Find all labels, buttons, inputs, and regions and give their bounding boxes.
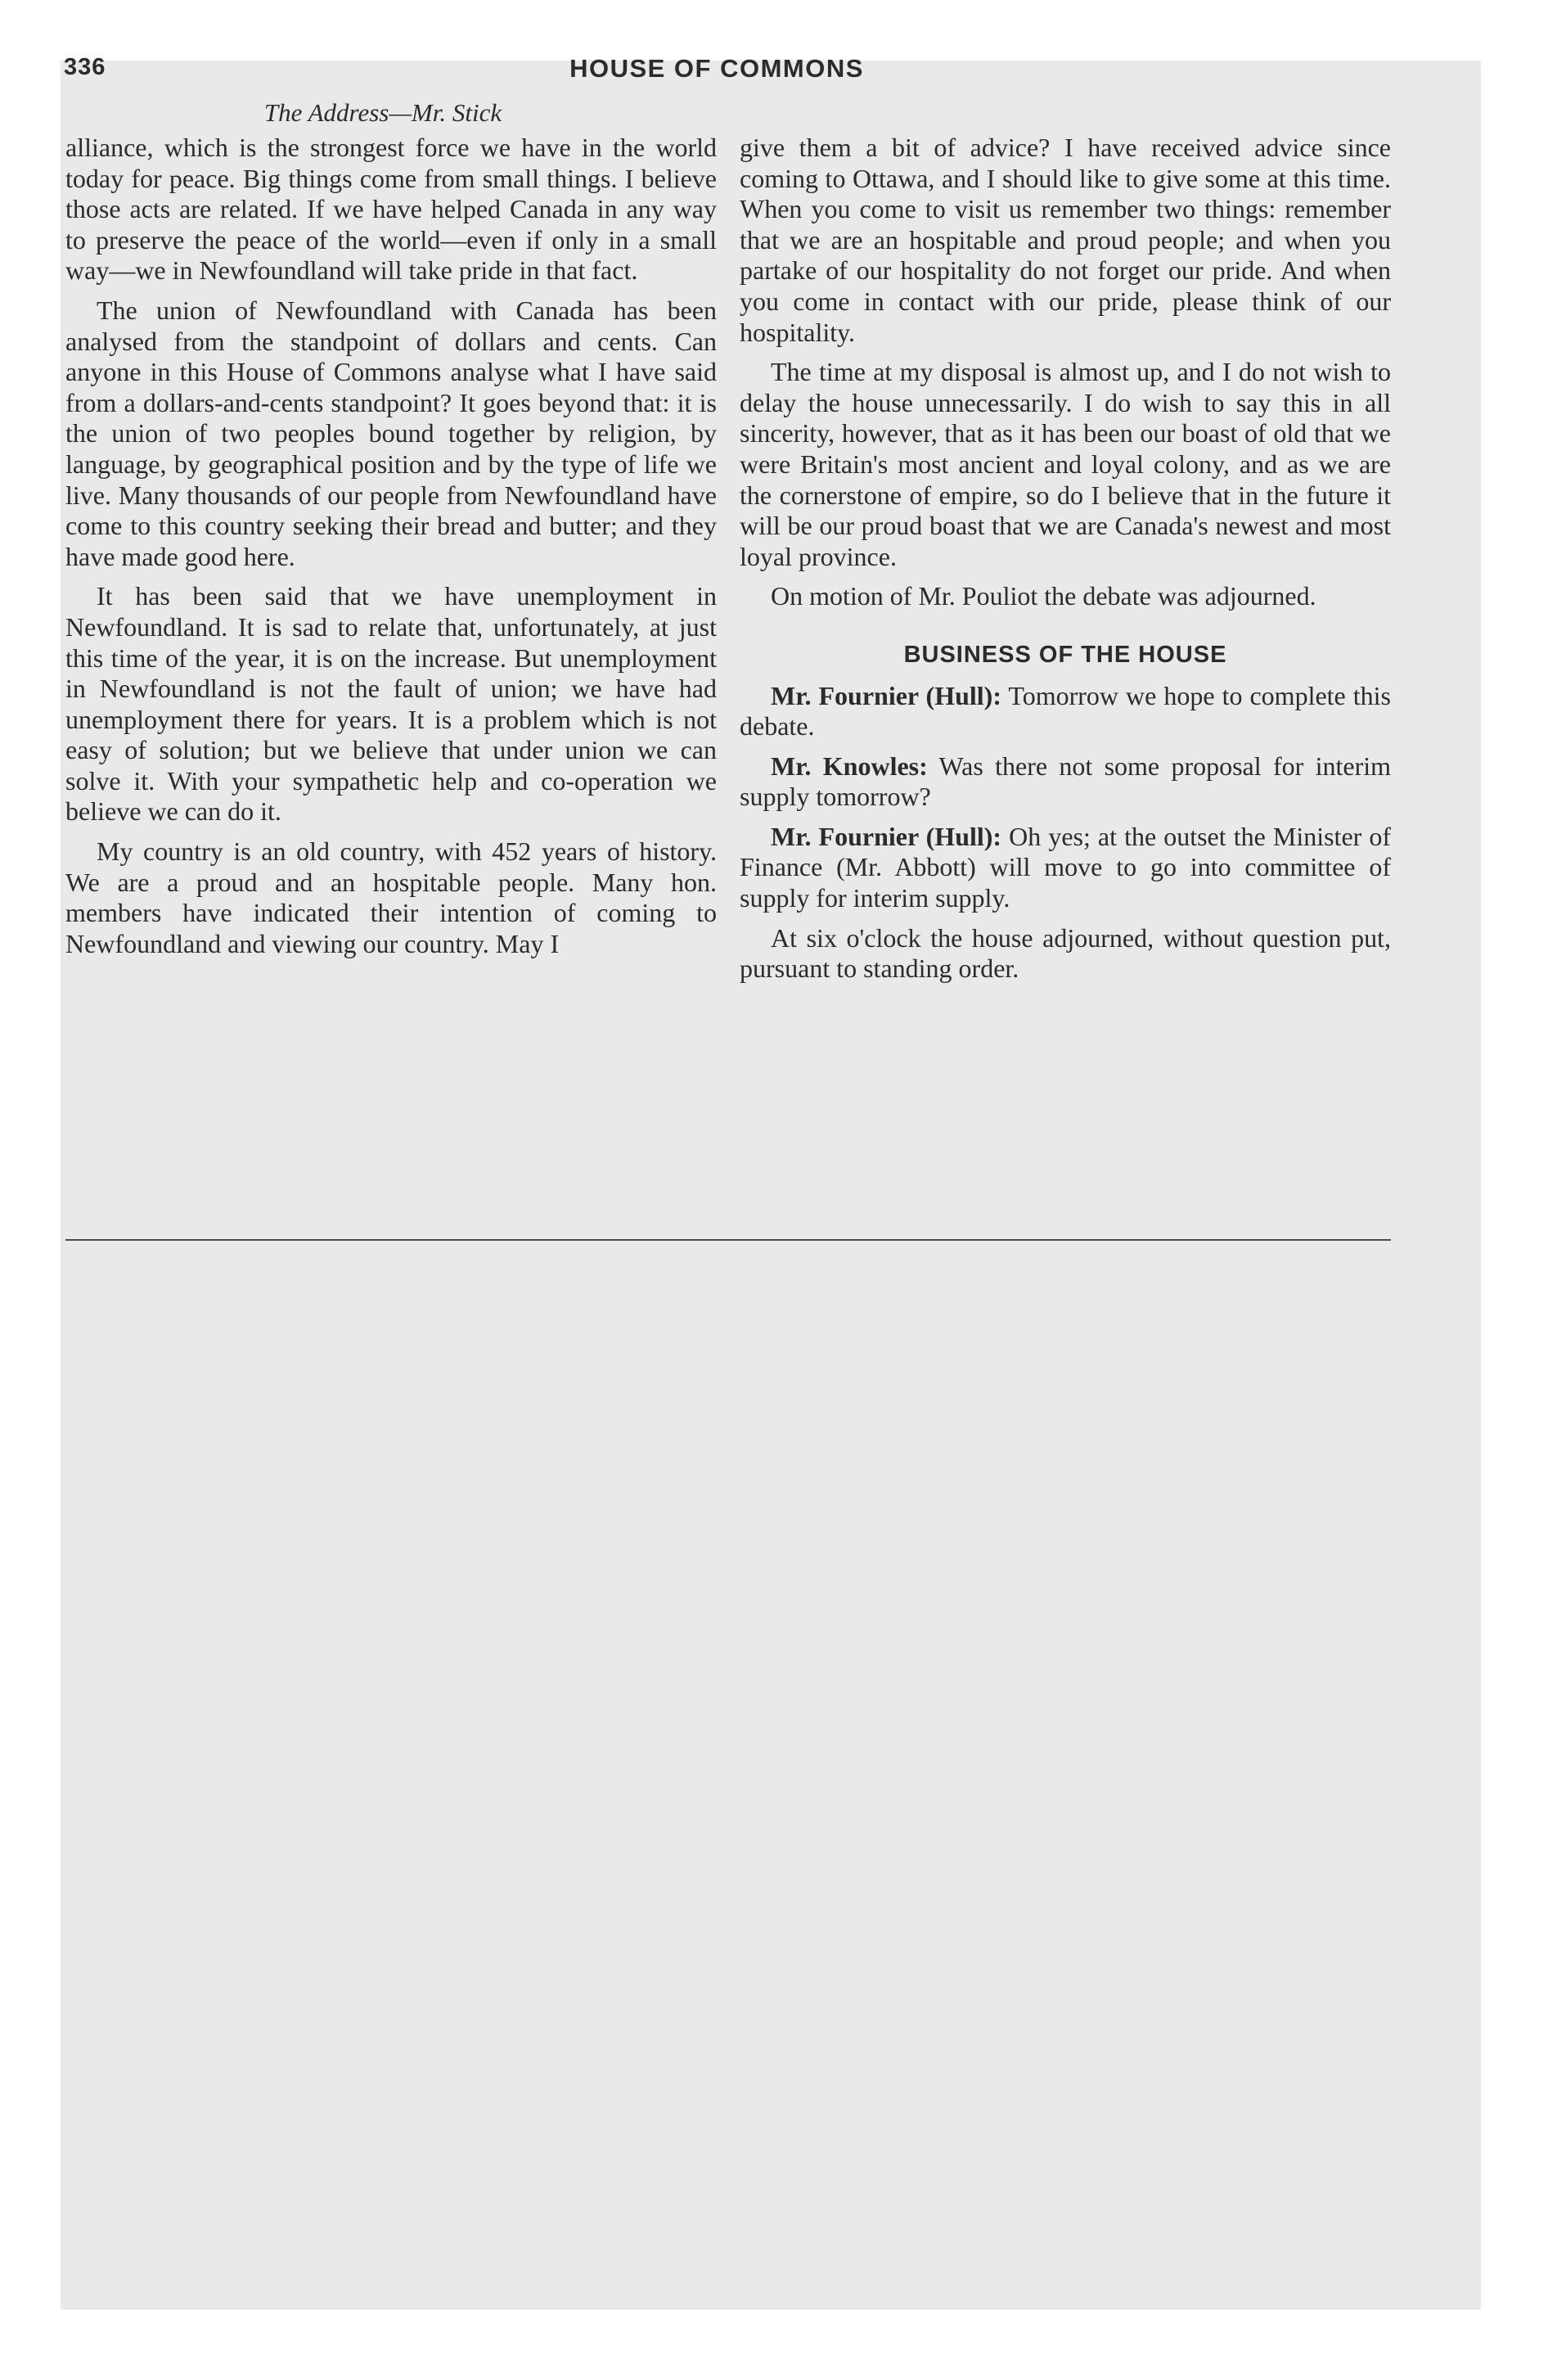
business-entry bbox=[740, 751, 1391, 813]
speaker-name: Mr. Fournier (Hull): bbox=[771, 821, 1002, 851]
section-heading: BUSINESS OF THE HOUSE bbox=[903, 641, 1227, 668]
speech-text: Was there not some proposal for interim supply tomorrow? bbox=[740, 751, 1392, 812]
right-column bbox=[740, 133, 1391, 994]
business-entry bbox=[740, 681, 1391, 742]
paragraph: On motion of Mr. Pouliot the debate was adjourned. bbox=[771, 581, 1316, 611]
speech-text: Tomorrow we hope to complete this debate. bbox=[740, 680, 1391, 741]
speech-text: Oh yes; at the outset the Minister of Finance (Mr. Abbott) will move to go into committee of supply for interim supply. bbox=[740, 821, 1392, 913]
paragraph: The union of Newfoundland with Canada has been analysed from the standpoint of dollars and cents. Can anyone in this House of Commons analyse what I have said from a dollars-and-cents standpoint? It goes beyond that: it is the union of two peoples bound together by religion, by language, by geographical position and by the type of life we live. Many thousands of our people from Newfoundland have come to this country seeking their bread and butter; and they have made good here. bbox=[65, 295, 717, 571]
horizontal-rule bbox=[65, 1239, 1391, 1241]
paragraph: It has been said that we have unemployment in Newfoundland. It is sad to relate that, unfortunately, at just this time of the year, it is on the increase. But unemployment in Newfoundland is not the fault of union; we have had unemployment there for years. It is a problem which is not easy of solution; but we believe that under union we can solve it. With your sympathetic help and co-operation we believe we can do it. bbox=[65, 581, 717, 827]
page-number: 336 bbox=[64, 54, 106, 80]
paragraph: My country is an old country, with 452 years of history. We are a proud and an hospitable people. Many hon. members have indicated their intention of coming to Newfoundland and viewing our country. May I bbox=[65, 836, 717, 958]
left-column bbox=[65, 133, 717, 968]
paragraph: The time at my disposal is almost up, and I do not wish to delay the house unnecessarily. I do wish to say this in all sincerity, however, that as it has been our boast of old that we were Britain's most ancient and loyal colony, and as we are the cornerstone of empire, so do I believe that in the future it will be our proud boast that we are Canada's newest and most loyal province. bbox=[740, 357, 1391, 571]
running-title: HOUSE OF COMMONS bbox=[569, 54, 864, 83]
closing-note: At six o'clock the house adjourned, without question put, pursuant to standing order. bbox=[740, 922, 1391, 984]
paragraph: alliance, which is the strongest force we have in the world today for peace. Big things come from small things. I believe those acts are related. If we have helped Canada in any way to preserve the peace of the world—even if only in a small way—we in Newfoundland will take pride in that fact. bbox=[65, 133, 717, 286]
page-header bbox=[64, 54, 1370, 95]
paragraph: give them a bit of advice? I have received advice since coming to Ottawa, and I should like to give some at this time. When you come to visit us remember two things: remember that we are an hospitable and proud people; and when you partake of our hospitality do not forget our pride. And when you come in contact with our pride, please think of our hospitality. bbox=[740, 133, 1391, 347]
business-entry bbox=[740, 822, 1391, 914]
section-subhead: The Address—Mr. Stick bbox=[263, 98, 502, 127]
speaker-name: Mr. Knowles: bbox=[771, 751, 928, 781]
speaker-name: Mr. Fournier (Hull): bbox=[771, 680, 1001, 710]
